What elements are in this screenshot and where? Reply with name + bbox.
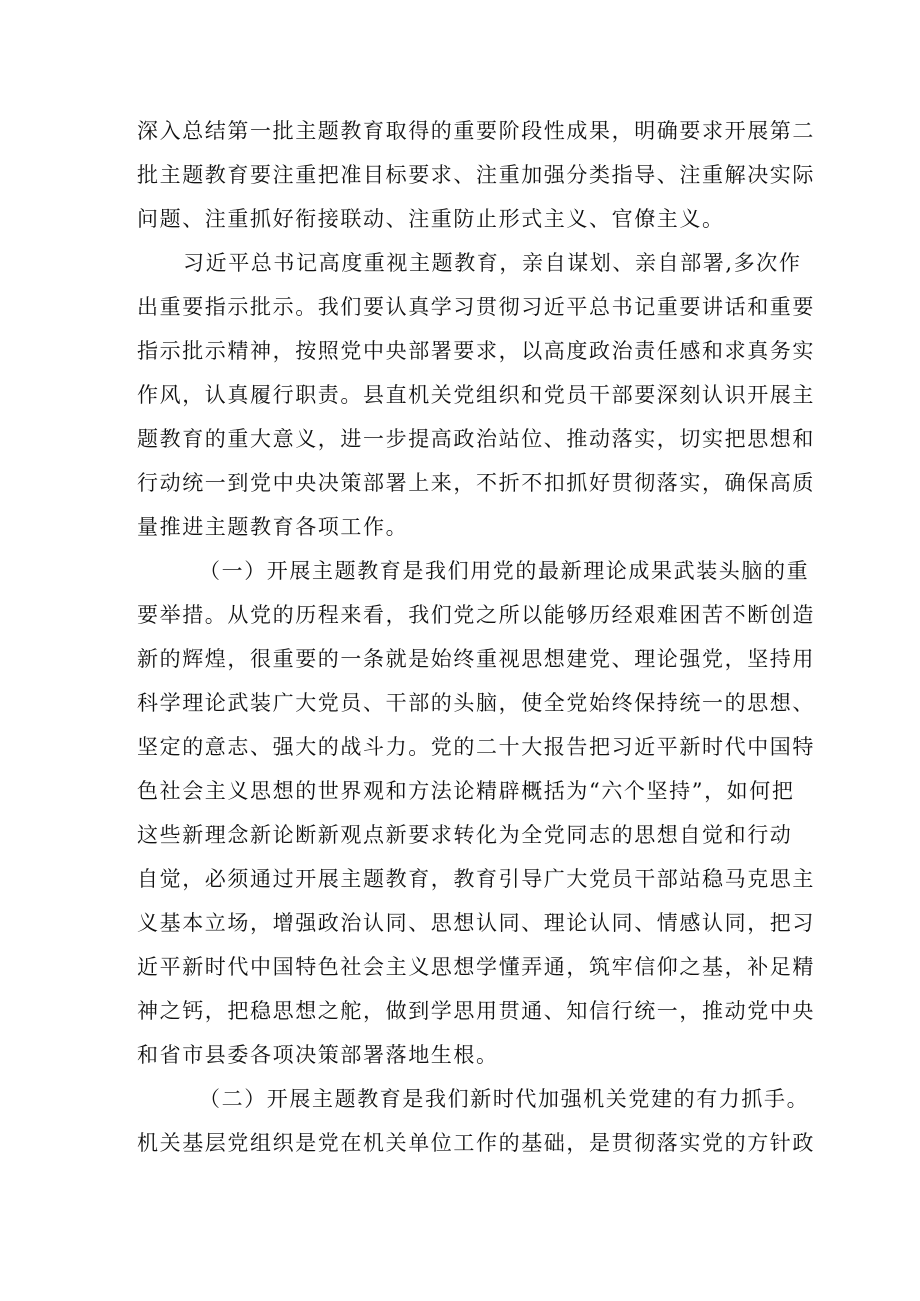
text-line: 批主题教育要注重把准目标要求、注重加强分类指导、注重解决实际 — [137, 163, 815, 187]
text-line: 近平新时代中国特色社会主义思想学懂弄通，筑牢信仰之基，补足精 — [137, 955, 815, 979]
text-line: 问题、注重抓好衔接联动、注重防止形式主义、官僚主义。 — [137, 207, 725, 231]
text-line: 自觉，必须通过开展主题教育，教育引导广大党员干部站稳马克思主 — [137, 867, 815, 891]
text-line: 色社会主义思想的世界观和方法论精辟概括为“六个坚持”，如何把 — [137, 779, 795, 803]
text-line: 坚定的意志、强大的战斗力。党的二十大报告把习近平新时代中国特 — [137, 735, 815, 759]
text-line: 行动统一到党中央决策部署上来，不折不扣抓好贯彻落实，确保高质 — [137, 471, 815, 495]
text-line: 题教育的重大意义，进一步提高政治站位、推动落实，切实把思想和 — [137, 427, 815, 451]
section-heading-2: （二）开展主题教育是我们新时代加强机关党建的有力抓手。 — [199, 1087, 810, 1111]
text-line: 科学理论武装广大党员、干部的头脑，使全党始终保持统一的思想、 — [137, 691, 815, 715]
section-heading-1: （一）开展主题教育是我们用党的最新理论成果武装头脑的重 — [199, 559, 810, 583]
text-line: 这些新理念新论断新观点新要求转化为全党同志的思想自觉和行动 — [137, 823, 793, 847]
text-line: 机关基层党组织是党在机关单位工作的基础，是贯彻落实党的方针政 — [137, 1131, 815, 1155]
text-line: 出重要指示批示。我们要认真学习贯彻习近平总书记重要讲话和重要 — [137, 295, 815, 319]
text-line: 神之钙，把稳思想之舵，做到学思用贯通、知信行统一，推动党中央 — [137, 999, 815, 1023]
text-line: 要举措。从党的历程来看，我们党之所以能够历经艰难困苦不断创造 — [137, 603, 815, 627]
text-line: 量推进主题教育各项工作。 — [137, 515, 409, 539]
text-line: 新的辉煌，很重要的一条就是始终重视思想建党、理论强党，坚持用 — [137, 647, 815, 671]
text-line: 作风，认真履行职责。县直机关党组织和党员干部要深刻认识开展主 — [137, 383, 815, 407]
text-line: 深入总结第一批主题教育取得的重要阶段性成果，明确要求开展第二 — [137, 119, 815, 143]
text-line: 指示批示精神，按照党中央部署要求，以高度政治责任感和求真务实 — [137, 339, 815, 363]
text-line: 和省市县委各项决策部署落地生根。 — [137, 1043, 499, 1067]
text-line: 义基本立场，增强政治认同、思想认同、理论认同、情感认同，把习 — [137, 911, 815, 935]
paragraph-first-line: 习近平总书记高度重视主题教育，亲自谋划、亲自部署,多次作 — [183, 251, 802, 275]
